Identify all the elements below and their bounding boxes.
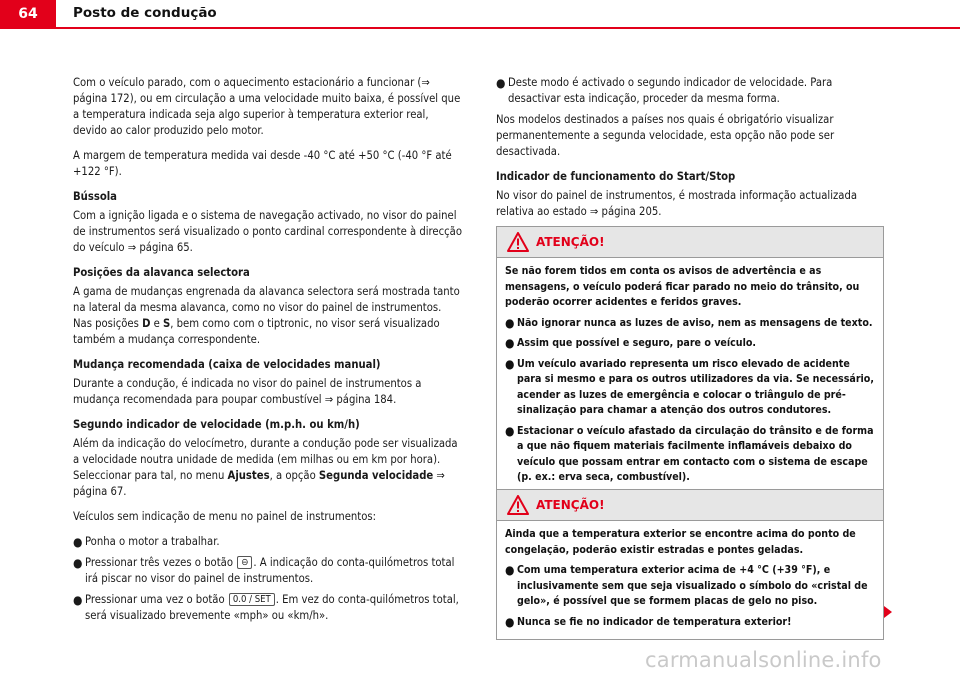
warning-title: ATENÇÃO! [536, 498, 605, 512]
list-item: ● Ponha o motor a trabalhar. [73, 535, 220, 549]
page-title: Posto de condução [73, 5, 217, 21]
paragraph: No visor do painel de instrumentos, é mostrada informação actualizada relativa ao estado ⇒ página 205. [496, 189, 858, 218]
page-header [0, 0, 960, 27]
bullet-icon: ● [496, 76, 506, 90]
section-heading-segundo-indicador: Segundo indicador de velocidade (m.p.h. ou km/h) [73, 418, 360, 431]
bullet-icon: ● [505, 614, 515, 629]
list-item: ● Assim que possível e seguro, pare o veículo. [505, 336, 757, 350]
paragraph: Com o veículo parado, com o aquecimento estacionário a funcionar (⇒ página 172), ou em circulação a uma velocidade muito baixa, é possível que a temperatura indicada seja algo superior à temperatura exterior real, devido ao calor produzido pelo motor. [73, 76, 461, 137]
list-item: ● Pressionar uma vez o botão 0.0 / SET . Em vez do conta-quilómetros total, será visualizado brevemente «mph» ou «km/h». [73, 593, 459, 622]
page-number: 64 [0, 0, 56, 27]
list-item: ● Pressionar três vezes o botão ⊖ . A indicação do conta-quilómetros total irá piscar no visor do painel de instrumentos. [73, 556, 455, 585]
list-item: ● Deste modo é activado o segundo indicador de velocidade. Para desactivar esta indicação, proceder da mesma forma. [496, 76, 833, 105]
paragraph: Além da indicação do velocímetro, durante a condução pode ser visualizada a velocidade noutra unidade de medida (em milhas ou em km por hora). Seleccionar para tal, no menu Ajustes, a opção Segunda velocidade ⇒ página 67. [73, 437, 458, 498]
right-column [496, 75, 886, 229]
paragraph: Nos modelos destinados a países nos quais é obrigatório visualizar permanentemente a segunda velocidade, esta opção não pode ser desactivada. [496, 113, 835, 158]
warning-title: ATENÇÃO! [536, 235, 605, 249]
bullet-icon: ● [73, 556, 83, 570]
bullet-icon: ● [505, 336, 515, 350]
warning-header [497, 490, 883, 521]
paragraph: A margem de temperatura medida vai desde -40 °C até +50 °C (-40 °F até +122 °F). [73, 149, 452, 178]
list-item: ● Nunca se fie no indicador de temperatura exterior! [505, 614, 792, 629]
bullet-icon: ● [73, 593, 83, 607]
warning-body [497, 258, 883, 495]
list-item: ● Com uma temperatura exterior acima de +4 °C (+39 °F), e inclusivamente sem que seja visualizado o símbolo do «cristal de gelo», é possível que se formem placas de gelo no piso. [505, 563, 875, 610]
section-heading-posicoes: Posições da alavanca selectora [73, 266, 250, 279]
paragraph: Veículos sem indicação de menu no painel de instrumentos: [73, 510, 377, 523]
bullet-icon: ● [505, 356, 515, 371]
bullet-icon: ● [505, 315, 515, 330]
warning-intro: Ainda que a temperatura exterior se encontre acima do ponto de congelação, poderão existir estradas e pontes geladas. [505, 528, 856, 556]
warning-triangle-icon [507, 232, 529, 252]
list-item: ● Não ignorar nunca as luzes de aviso, nem as mensagens de texto. [505, 315, 873, 330]
paragraph: Durante a condução, é indicada no visor do painel de instrumentos a mudança recomendada para poupar combustível ⇒ página 184. [73, 377, 422, 406]
left-column [73, 75, 463, 629]
bullet-icon: ● [505, 563, 515, 577]
reset-button-icon: ⊖ [237, 556, 252, 569]
section-heading-mudanca: Mudança recomendada (caixa de velocidades manual) [73, 358, 381, 371]
warning-box-1 [496, 226, 884, 496]
list-item: ● Estacionar o veículo afastado da circulação do trânsito e de forma a que não fiquem materiais facilmente inflamáveis debaixo do veículo que possam entrar em contacto com o sistema de escape (p. ex.: erva seca, combustível). [505, 424, 875, 486]
section-heading-bussola: Bússola [73, 190, 117, 203]
warning-box-2 [496, 489, 884, 640]
warning-header [497, 227, 883, 258]
bullet-icon: ● [505, 423, 515, 438]
section-heading-start-stop: Indicador de funcionamento do Start/Stop [496, 170, 736, 183]
warning-triangle-icon [507, 495, 529, 515]
header-divider [0, 27, 960, 29]
warning-intro: Se não forem tidos em conta os avisos de advertência e as mensagens, o veículo poderá ficar parado no meio do trânsito, ou poderão ocorrer acidentes e feridos graves. [505, 265, 860, 308]
set-button-icon: 0.0 / SET [229, 593, 275, 606]
paragraph: A gama de mudanças engrenada da alavanca selectora será mostrada tanto na lateral da mesma alavanca, como no visor do painel de instrumentos. Nas posições D e S, bem como com o tiptronic, no visor será visualizado também a mudança correspondente. [73, 285, 460, 346]
warning-body [497, 521, 883, 639]
bullet-icon: ● [73, 535, 83, 549]
watermark: carmanualsonline.info [645, 648, 882, 672]
paragraph: Com a ignição ligada e o sistema de navegação activado, no visor do painel de instrumentos será visualizado o ponto cardinal correspondente à direcção do veículo ⇒ página 65. [73, 209, 463, 254]
next-page-arrow-icon[interactable] [884, 606, 892, 618]
list-item: ● Um veículo avariado representa um risco elevado de acidente para si mesmo e para os outros utilizadores da via. Se necessário, acender as luzes de emergência e colocar o triângulo de pré-sinalização para chamar a atenção dos outros condutores. [505, 357, 875, 419]
